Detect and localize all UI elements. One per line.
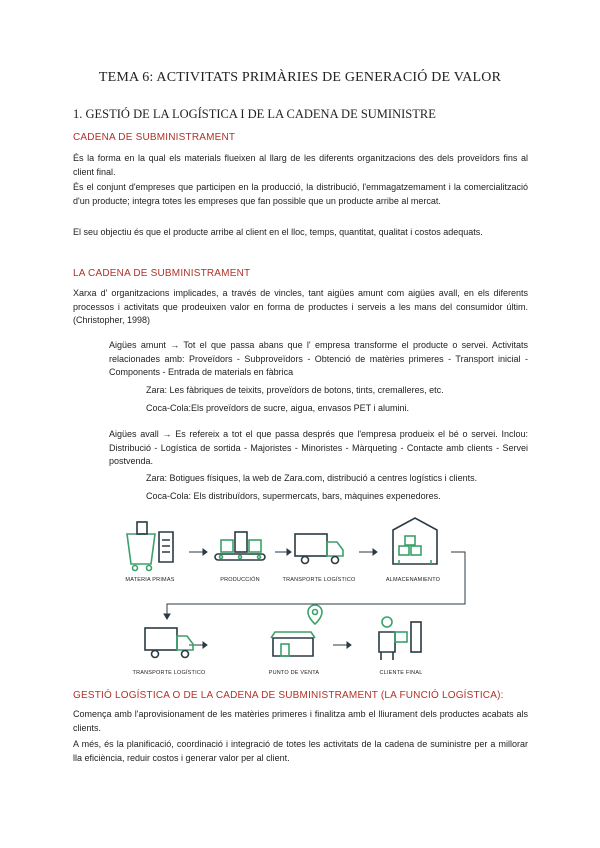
truck-icon	[145, 628, 193, 658]
production-icon	[215, 532, 265, 560]
diagram-label: CLIENTE FINAL	[379, 670, 423, 676]
example-zara-downstream: Zara: Botigues físiques, la web de Zara.com, distribució a centres logístics i clients.	[146, 473, 478, 483]
truck-icon	[295, 534, 343, 564]
paragraph: A més, és la planificació, coordinació i integració de totes les activitats de la cadena de suministre per a millorar lla eficiència, reduir costos i generar valor per al client.	[73, 739, 528, 763]
subheading-la-cadena: LA CADENA DE SUBMINISTRAMENT	[73, 268, 251, 279]
warehouse-icon	[393, 518, 437, 564]
example-cocacola-upstream: Coca-Cola:Els proveïdors de sucre, aigua, envasos PET i alumini.	[146, 403, 409, 413]
diagram-label: PUNTO DE VENTA	[268, 670, 320, 676]
diagram-label: TRANSPORTE LOGÍSTICO	[132, 670, 206, 676]
paragraph: És el conjunt d'empreses que participen en la producció, la distribució, l'emmagatzemament i la comercialització d'un producte; integra totes les empreses que fan possible que un producte arribe al mercat.	[73, 182, 528, 206]
page-title: TEMA 6: ACTIVITATS PRIMÀRIES DE GENERACIÓ DE VALOR	[98, 70, 502, 85]
section-heading: 1. GESTIÓ DE LA LOGÍSTICA I DE LA CADENA DE SUMINISTRE	[73, 107, 436, 121]
paragraph-downstream: Aigües avall → Es refereix a tot el que passa després que l'empresa produeix el bé o servei. Inclou: Distribució - Logística de sortida - Majoristes - Minoristes - Màrqueting - Contacte amb clients - Servei postvenda.	[109, 429, 528, 466]
diagram-label: MATERIA PRIMAS	[125, 577, 175, 583]
final-customer-icon	[379, 617, 421, 660]
paragraph: El seu objectiu és que el producte arribe al client en el lloc, temps, quantitat, qualitat i costos adequats.	[73, 227, 483, 237]
diagram-label: ALMACENAMIENTO	[385, 577, 441, 583]
paragraph: Comença amb l'aprovisionament de les matèries primeres i finalitza amb el lliurament dels productes acabats als clients.	[73, 709, 528, 733]
paragraph: És la forma en la qual els materials flueixen al llarg de les diferents organitzacions des dels proveïdors fins al client final.	[73, 153, 528, 177]
point-of-sale-icon	[271, 605, 322, 656]
raw-materials-icon	[127, 522, 173, 571]
example-cocacola-downstream: Coca-Cola: Els distribuïdors, supermercats, bars, màquines expenedores.	[146, 491, 441, 501]
paragraph-upstream: Aigües amunt → Tot el que passa abans que l' empresa transforme el producte o servei. Activitats relacionades amb: Proveïdors - Subproveïdors - Obtenció de matèries primeres - Transport inicial - Components - Entrada de materials en fàbrica	[109, 340, 528, 377]
diagram-label: PRODUCCIÓN	[220, 577, 260, 583]
subheading-cadena: CADENA DE SUBMINISTRAMENT	[73, 132, 236, 143]
supply-chain-illustration	[115, 512, 495, 682]
paragraph: Xarxa d' organitzacions implicades, a través de vincles, tant aigües amunt com aigües avall, en els diferents processos i activitats que prodeuixen valor en forma de productes i serveis a les mans del consumidor últim. (Christopher, 1998)	[73, 288, 528, 325]
diagram-label: TRANSPORTE LOGÍSTICO	[282, 577, 356, 583]
supply-chain-diagram	[115, 512, 495, 682]
example-zara-upstream: Zara: Les fàbriques de teixits, proveïdors de botons, tints, cremalleres, etc.	[146, 385, 444, 395]
subheading-gestio: GESTIÓ LOGÍSTICA O DE LA CADENA DE SUBMINISTRAMENT (LA FUNCIÓ LOGÍSTICA):	[73, 690, 504, 701]
